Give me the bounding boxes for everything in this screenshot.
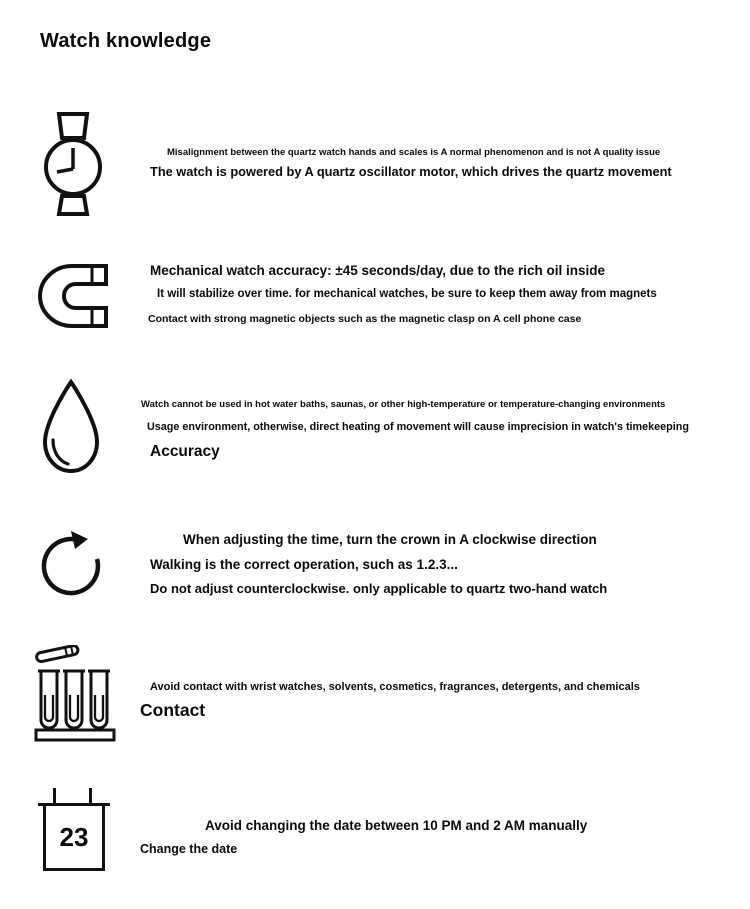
drop-heading: Accuracy <box>150 443 220 460</box>
chemicals-heading: Contact <box>140 700 206 720</box>
watch-note-small: Misalignment between the quartz watch hands and scales is A normal phenomenon and is not A quality issue <box>167 147 661 158</box>
chemicals-icon <box>33 645 117 745</box>
drop-note-small: Watch cannot be used in hot water baths, saunas, or other high-temperature or temperature-changing environments <box>141 399 666 410</box>
calendar-day-number: 23 <box>59 821 89 852</box>
clockwise-arrow-icon <box>40 524 106 600</box>
magnet-note-mid: It will stabilize over time. for mechanical watches, be sure to keep them away from magnets <box>157 288 657 300</box>
drop-note-mid: Usage environment, otherwise, direct heating of movement will cause imprecision in watch's timekeeping <box>147 421 689 433</box>
magnet-note-main: Mechanical watch accuracy: ±45 seconds/day, due to the rich oil inside <box>150 263 606 278</box>
date-heading: Change the date <box>140 842 238 856</box>
chemicals-note: Avoid contact with wrist watches, solvents, cosmetics, fragrances, detergents, and chemicals <box>150 681 640 693</box>
page-title: Watch knowledge <box>40 30 212 52</box>
calendar-icon <box>38 788 110 874</box>
calendar-body <box>43 803 105 871</box>
crown-note-3: Do not adjust counterclockwise. only applicable to quartz two-hand watch <box>150 581 608 596</box>
crown-note-2: Walking is the correct operation, such as 1.2.3... <box>150 557 458 572</box>
watch-icon <box>42 112 104 216</box>
magnet-note-small: Contact with strong magnetic objects such as the magnetic clasp on A cell phone case <box>148 313 582 325</box>
date-note: Avoid changing the date between 10 PM and 2 AM manually <box>205 818 588 833</box>
crown-note-1: When adjusting the time, turn the crown in A clockwise direction <box>183 532 597 547</box>
watch-note-main: The watch is powered by A quartz oscillator motor, which drives the quartz movement <box>150 164 672 179</box>
magnet-icon <box>36 262 108 330</box>
water-drop-icon <box>40 378 102 476</box>
